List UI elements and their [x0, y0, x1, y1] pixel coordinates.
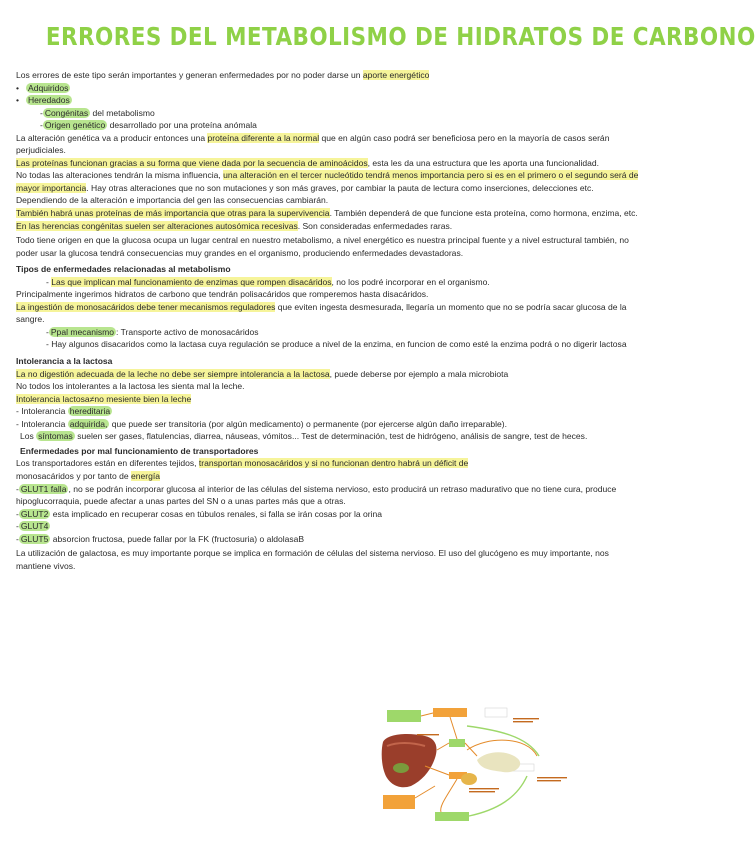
diagram-box [435, 812, 469, 821]
diagram-box [485, 708, 507, 717]
paragraph: La utilización de galactosa, es muy importante porque se implica en formación de células del sistema nervioso. El uso del glucógeno es muy importante, nos mantiene vivos. [16, 548, 609, 571]
section-heading: Tipos de enfermedades relacionadas al metabolismo [16, 264, 231, 275]
paragraph: La no digestión adecuada de la leche no debe ser siempre intolerancia a la lactosa, puede deberse por ejemplo a mala microbiota [16, 368, 509, 379]
metabolism-diagram [377, 706, 633, 823]
paragraph: Los síntomas suelen ser gases, flatulencias, diarrea, náuseas, vómitos... Test de determinación, test de hidrógeno, análisis de sangre, test de heces. [20, 431, 588, 442]
section-heading: Intolerancia a la lactosa [16, 356, 113, 367]
list-item: - GLUT2 esta implicado en recuperar cosas en túbulos renales, si falla se irán cosas por la orina [16, 508, 383, 519]
list-item: - GLUT5 absorcion fructosa, puede fallar por la FK (fructosuria) o aldolasaB [16, 533, 305, 544]
diagram-box [383, 795, 415, 809]
glucose-node [461, 773, 477, 785]
paragraph: La alteración genética va a producir entonces una proteína diferente a la normal que en algún caso podrá ser beneficiosa pero en la mayoría de casos serán perjudiciales. [16, 132, 610, 156]
list-item: - Hay algunos disacaridos como la lactasa cuya regulación se produce a nivel de la enzima, en funcion de como esté la enzima podrá o no digerir lactosa [46, 339, 627, 350]
list-item: - Las que implican mal funcionamiento de enzimas que rompen disacáridos, no los podré incorporar en el organismo. [46, 276, 490, 287]
list-item: - Intolerancia adquirida, que puede ser transitoria (por algún medicamento) o permanente (por ejercerse algún daño irreparable). [16, 418, 507, 429]
list-item: • Heredados [16, 94, 644, 107]
paragraph: Las proteínas funcionan gracias a su forma que viene dada por la secuencia de aminoácidos, esta les da una estructura que les aporta una funcionalidad. [16, 157, 600, 168]
intro-line: Los errores de este tipo serán importantes y generan enfermedades por no poder darse un aporte energético [16, 70, 430, 80]
list-item: - Congénitas del metabolismo [40, 107, 155, 118]
list-item: - GLUT4 [16, 521, 49, 532]
list-item: - Intolerancia hereditaria [16, 406, 111, 417]
diagram-box [449, 739, 465, 747]
paragraph: También habrá unas proteínas de más importancia que otras para la supervivencia. También dependerá de que funcione esta proteína, como hormona, enzima, etc. [16, 208, 638, 219]
paragraph: monosacáridos y por tanto de energía [16, 470, 160, 481]
list-item: - GLUT1 falla , no se podrán incorporar glucosa al interior de las células del sistema nervioso, esto producirá un retraso madurativo que no tiene cura, produce hipoglucorraquia, puede afectar a unas partes del SN o a unas partes más que a otras. [16, 483, 617, 507]
paragraph: Intolerancia lactosa≠no mesiente bien la leche [16, 393, 192, 404]
pancreas-shape [477, 752, 520, 772]
diagram-box [433, 708, 467, 717]
paragraph: En las herencias congénitas suelen ser alteraciones autosómica recesivas. Son consideradas enfermedades raras. [16, 220, 453, 231]
paragraph: Principalmente ingerimos hidratos de carbono que tendrán polisacáridos que romperemos hasta disacáridos. [16, 289, 429, 300]
diagram-box [387, 710, 421, 722]
paragraph: Los transportadores están en diferentes tejidos, transportan monosacáridos y si no funcionan dentro habrá un déficit de [16, 458, 469, 469]
highlight: aporte energético [362, 70, 430, 80]
section-heading: Enfermedades por mal funcionamiento de transportadores [20, 445, 259, 456]
list-item: - Origen genético desarrollado por una proteína anómala [40, 120, 257, 131]
list-item: - Ppal mecanismo : Transporte activo de monosacáridos [46, 326, 259, 337]
paragraph: No todas las alteraciones tendrán la misma influencia, una alteración en el tercer nucleótido tendrá menos importancia pero si es en el primero o el segundo será de mayor importancia. Hay otras alteraciones que no son mutaciones y son más graves, por cambiar la pauta de lectura como inserciones, delecciones etc. Dependiendo de la alteración e importancia del gen las consecuencias cambiarán. [16, 170, 639, 206]
paragraph: No todos los intolerantes a la lactosa les sienta mal la leche. [16, 381, 245, 392]
list-item: • Adquiridos [16, 82, 644, 95]
document-body [16, 69, 644, 572]
liver-shape [382, 734, 437, 787]
paragraph: La ingestión de monosacáridos debe tener mecanismos reguladores que eviten ingesta desmesurada, llegaría un momento que no se podría sacar glucosa de la sangre. [16, 301, 627, 325]
page-title: ERRORES DEL METABOLISMO DE HIDRATOS DE CARBONO [45, 22, 756, 51]
paragraph: Todo tiene origen en que la glucosa ocupa un lugar central en nuestro metabolismo, a nivel energético es nuestra principal fuente y a nivel estructural también, no poder usar la glucosa tendrá consecuencias muy grandes en el organismo, produciendo enfermedades devastadoras. [16, 235, 629, 258]
